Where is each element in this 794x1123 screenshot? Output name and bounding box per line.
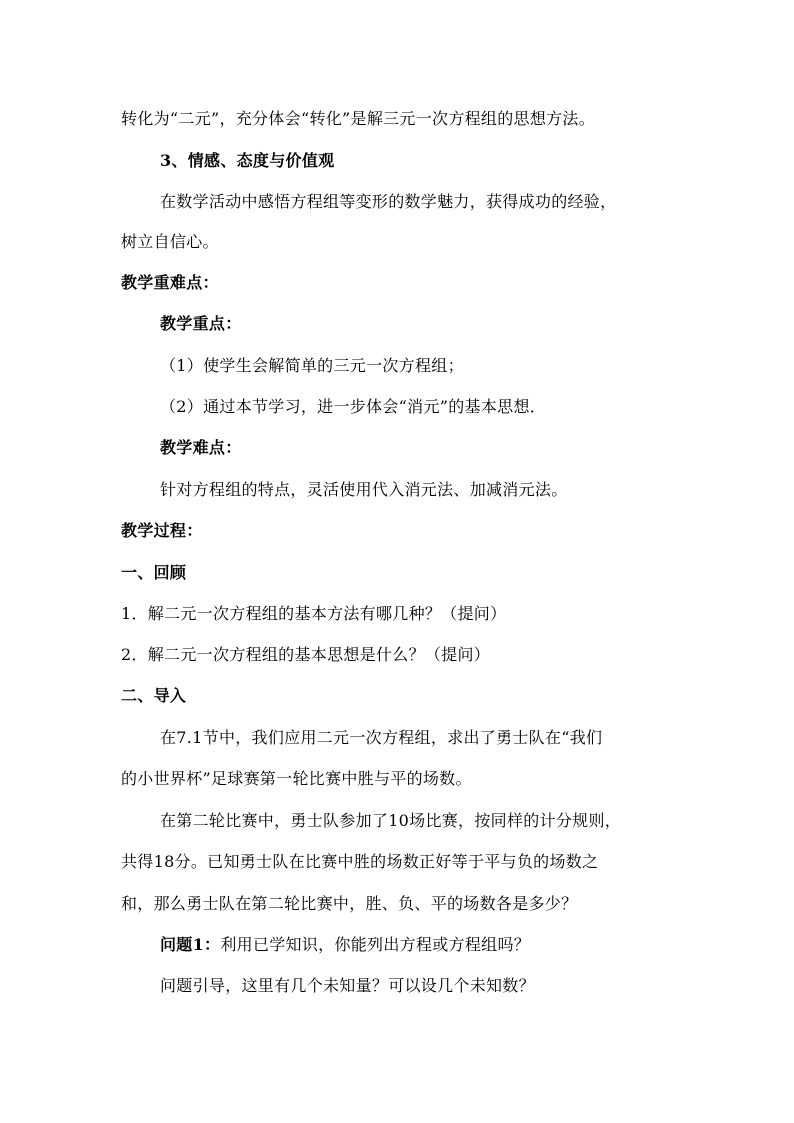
list-item: 1．解二元一次方程组的基本方法有哪几种？（提问）: [121, 604, 507, 623]
paragraph-text: 和，那么勇士队在第二轮比赛中，胜、负、平的场数各是多少？: [121, 894, 578, 913]
paragraph-text: 树立自信心。: [121, 232, 219, 251]
list-item: （1）使学生会解简单的三元一次方程组；: [160, 356, 464, 375]
list-item: 2．解二元一次方程组的基本思想是什么？（提问）: [121, 645, 491, 664]
section-heading: 二、导入: [121, 686, 187, 705]
section-heading: 教学重难点：: [121, 273, 219, 292]
section-heading: 3、情感、态度与价值观: [160, 151, 335, 170]
question-line: [160, 935, 530, 955]
list-item: （2）通过本节学习，进一步体会“消元”的基本思想．: [160, 397, 547, 416]
sub-heading: 教学难点：: [160, 438, 242, 457]
paragraph-text: 在数学活动中感悟方程组等变形的数学魅力，获得成功的经验，: [160, 192, 617, 211]
section-heading: 一、回顾: [121, 563, 187, 582]
question-text: 利用已学知识，你能列出方程或方程组吗？: [220, 935, 531, 954]
question-label: 问题1：: [160, 935, 221, 954]
paragraph-text: 在第二轮比赛中，勇士队参加了10场比赛，按同样的计分规则，: [160, 811, 622, 830]
paragraph-text: 问题引导，这里有几个未知量？可以设几个未知数？: [160, 976, 535, 995]
section-heading: 教学过程：: [121, 521, 203, 540]
paragraph-text: 在7.1节中，我们应用二元一次方程组，求出了勇士队在“我们: [160, 728, 603, 747]
paragraph-text: 共得18分。已知勇士队在比赛中胜的场数正好等于平与负的场数之: [121, 852, 599, 871]
paragraph-text: 转化为“二元”，充分体会“转化”是解三元一次方程组的思想方法。: [121, 109, 596, 128]
sub-heading: 教学重点：: [160, 314, 242, 333]
paragraph-text: 针对方程组的特点，灵活使用代入消元法、加减消元法。: [160, 480, 568, 499]
paragraph-text: 的小世界杯”足球赛第一轮比赛中胜与平的场数。: [121, 769, 472, 788]
